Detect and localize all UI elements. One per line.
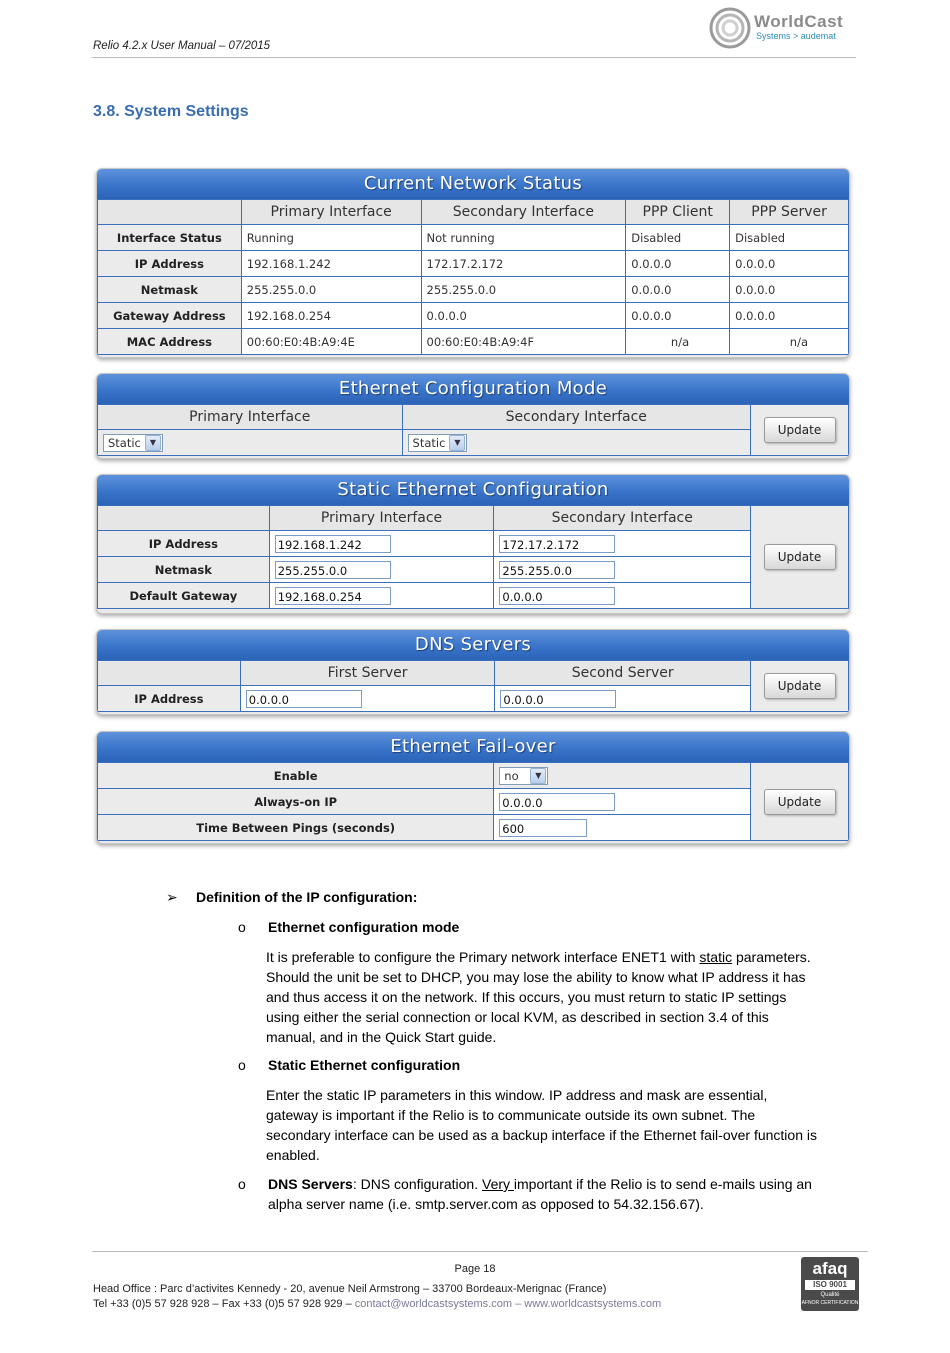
afaq-quality-text: Qualité: [820, 1292, 840, 1298]
primary-netmask-field[interactable]: 255.255.0.0: [275, 561, 391, 579]
second-dns-field[interactable]: 0.0.0.0: [500, 690, 616, 708]
column-header: First Server: [240, 661, 495, 686]
table-cell: 00:60:E0:4B:A9:4E: [241, 329, 421, 355]
table-cell: Disabled: [626, 225, 730, 251]
table-header-row: [98, 200, 849, 225]
row-label: Netmask: [98, 277, 242, 303]
item2-line: gateway is important if the Relio is to communicate outside its own subnet. The: [266, 1107, 756, 1123]
row-label: Netmask: [98, 557, 270, 583]
ping-interval-field[interactable]: 600: [499, 819, 587, 837]
static-eth-table: [97, 505, 849, 609]
secondary-gateway-field[interactable]: 0.0.0.0: [499, 587, 615, 605]
table-row: [98, 686, 849, 712]
item1-line: and thus access it on the network. If this occurs, you must return to static IP settings: [266, 989, 787, 1005]
table-cell: 0.0.0.0: [730, 303, 849, 329]
eth-config-mode-title: Ethernet Configuration Mode: [97, 374, 849, 404]
table-cell: 0.0.0.0: [730, 251, 849, 277]
table-cell: n/a: [730, 329, 849, 355]
afaq-logo-text: afaq: [812, 1259, 848, 1278]
table-row: [98, 815, 849, 841]
item1-text-a: It is preferable to configure the Primary network interface ENET1 with: [266, 949, 700, 965]
item2-line: Enter the static IP parameters in this window. IP address and mask are essential,: [266, 1087, 768, 1103]
item1-line: Should the unit be set to DHCP, you may lose the ability to know what IP address it has: [266, 969, 806, 985]
table-cell: Disabled: [730, 225, 849, 251]
item2-line: enabled.: [266, 1147, 320, 1163]
network-status-panel: [96, 168, 850, 358]
row-label: IP Address: [98, 531, 270, 557]
footer-links[interactable]: contact@worldcastsystems.com – www.worldcastsystems.com: [354, 1298, 662, 1310]
row-label: Enable: [98, 763, 494, 789]
item3-text-b: important if the Relio is to send e-mails using an: [513, 1176, 812, 1192]
row-label: Always-on IP: [98, 789, 494, 815]
static-eth-panel: [96, 474, 850, 614]
row-label: IP Address: [98, 686, 241, 712]
item1-text-underline: static: [699, 949, 733, 965]
item1-line: manual, and in the Quick Start guide.: [266, 1029, 497, 1045]
primary-mode-value: Static: [108, 435, 141, 450]
footer-phone: Tel +33 (0)5 57 928 928 – Fax +33 (0)5 57 928 929 –: [93, 1298, 355, 1310]
column-header: Primary Interface: [269, 506, 494, 531]
chevron-down-icon: ▼: [449, 435, 465, 451]
table-cell: 00:60:E0:4B:A9:4F: [421, 329, 626, 355]
table-cell: 0.0.0.0: [421, 303, 626, 329]
eth-config-mode-panel: [96, 373, 850, 459]
eth-failover-title: Ethernet Fail-over: [97, 732, 849, 762]
afaq-iso-text: ISO 9001: [805, 1280, 855, 1290]
header-divider: [92, 57, 856, 58]
column-header: PPP Client: [626, 200, 730, 225]
primary-mode-select[interactable]: [103, 434, 163, 452]
item3-heading: DNS Servers: [268, 1176, 353, 1192]
row-label: Gateway Address: [98, 303, 242, 329]
primary-ip-field[interactable]: 192.168.1.242: [275, 535, 391, 553]
table-cell: 0.0.0.0: [626, 277, 730, 303]
footer-contact: [93, 1298, 661, 1310]
eth-failover-panel: [96, 731, 850, 844]
network-status-table: [97, 199, 849, 355]
item1-heading-row: [238, 917, 459, 937]
table-cell: 255.255.0.0: [241, 277, 421, 303]
circle-bullet-icon: o: [238, 919, 246, 935]
failover-enable-value: no: [504, 768, 519, 783]
network-status-title: Current Network Status: [97, 169, 849, 199]
eth-failover-table: [97, 762, 849, 841]
table-row: [98, 251, 849, 277]
table-cell: 255.255.0.0: [421, 277, 626, 303]
column-header: Secondary Interface: [402, 405, 750, 430]
table-cell: 192.168.1.242: [241, 251, 421, 277]
logo-subtext: Systems > audemat: [756, 31, 836, 41]
column-header: Primary Interface: [98, 405, 403, 430]
row-label: IP Address: [98, 251, 242, 277]
item3-text-a: : DNS configuration.: [352, 1176, 482, 1192]
item1-heading: Ethernet configuration mode: [268, 919, 460, 935]
item3-line2: alpha server name (i.e. smtp.server.com as opposed to 54.32.156.67).: [268, 1196, 704, 1212]
column-header: Secondary Interface: [421, 200, 626, 225]
item2-paragraph: [266, 1085, 866, 1165]
dns-servers-panel: [96, 629, 850, 715]
table-row: [98, 531, 849, 557]
secondary-ip-field[interactable]: 172.17.2.172: [499, 535, 615, 553]
section-title: 3.8. System Settings: [93, 103, 249, 120]
worldcast-logo: [708, 6, 858, 52]
page-number: Page 18: [454, 1263, 496, 1275]
secondary-mode-select[interactable]: [408, 434, 468, 452]
column-header: Secondary Interface: [494, 506, 751, 531]
table-row: [98, 329, 849, 355]
failover-update-button[interactable]: Update: [764, 789, 836, 815]
item1-line: using either the serial connection or local KVM, as described in section 3.4 of this: [266, 1009, 769, 1025]
row-label: Default Gateway: [98, 583, 270, 609]
column-header: PPP Server: [730, 200, 849, 225]
table-cell: 0.0.0.0: [730, 277, 849, 303]
row-label: Time Between Pings (seconds): [98, 815, 494, 841]
dns-servers-title: DNS Servers: [97, 630, 849, 660]
item2-line: secondary interface can be used as a backup interface if the Ethernet fail-over function is: [266, 1127, 817, 1143]
row-label: Interface Status: [98, 225, 242, 251]
table-row: [98, 303, 849, 329]
afaq-certification-logo: [801, 1257, 859, 1311]
table-cell: 172.17.2.172: [421, 251, 626, 277]
item3-text-underline: Very: [482, 1176, 514, 1192]
dns-update-button[interactable]: Update: [764, 673, 836, 699]
table-row: [98, 225, 849, 251]
table-row: [98, 763, 849, 789]
def-heading: Definition of the IP configuration:: [196, 889, 418, 905]
item2-heading-row: [238, 1055, 460, 1075]
table-cell: Not running: [421, 225, 626, 251]
eth-mode-update-button[interactable]: Update: [764, 417, 836, 443]
item1-text-b: parameters.: [732, 949, 811, 965]
item1-paragraph: [266, 947, 866, 1047]
column-header: Primary Interface: [241, 200, 421, 225]
column-header: [98, 200, 242, 225]
table-cell: 192.168.0.254: [241, 303, 421, 329]
table-row: [98, 277, 849, 303]
worldcast-logo-icon: [708, 6, 752, 52]
def-bullet: [166, 887, 417, 907]
chevron-down-icon: ▼: [145, 435, 161, 451]
always-on-ip-field[interactable]: 0.0.0.0: [499, 793, 615, 811]
afaq-afnor-text: AFNOR CERTIFICATION: [801, 1300, 859, 1306]
circle-bullet-icon: o: [238, 1057, 246, 1073]
static-eth-update-button[interactable]: Update: [764, 544, 836, 570]
secondary-mode-value: Static: [412, 435, 446, 450]
item2-heading: Static Ethernet configuration: [268, 1057, 461, 1073]
footer-divider: [92, 1251, 868, 1252]
first-dns-field[interactable]: 0.0.0.0: [246, 690, 362, 708]
row-label: MAC Address: [98, 329, 242, 355]
primary-gateway-field[interactable]: 192.168.0.254: [275, 587, 391, 605]
table-row: [98, 583, 849, 609]
table-cell: Running: [241, 225, 421, 251]
arrow-bullet-icon: ➢: [166, 889, 178, 905]
dns-servers-table: [97, 660, 849, 712]
table-row: [98, 557, 849, 583]
table-cell: n/a: [626, 329, 730, 355]
chevron-down-icon: ▼: [530, 768, 546, 784]
static-eth-title: Static Ethernet Configuration: [97, 475, 849, 505]
table-row: [98, 789, 849, 815]
table-cell: 0.0.0.0: [626, 251, 730, 277]
column-header: Second Server: [495, 661, 751, 686]
circle-bullet-icon: o: [238, 1176, 246, 1192]
logo-text: WorldCast: [754, 12, 844, 31]
document-title: Relio 4.2.x User Manual – 07/2015: [93, 40, 271, 52]
eth-config-mode-table: [97, 404, 849, 456]
footer-address: Head Office : Parc d’activites Kennedy - 20, avenue Neil Armstrong – 33700 Bordeaux-Merignac (France): [93, 1283, 607, 1295]
table-cell: 0.0.0.0: [626, 303, 730, 329]
item3-row: [238, 1174, 858, 1214]
failover-enable-select[interactable]: [499, 767, 548, 785]
secondary-netmask-field[interactable]: 255.255.0.0: [499, 561, 615, 579]
